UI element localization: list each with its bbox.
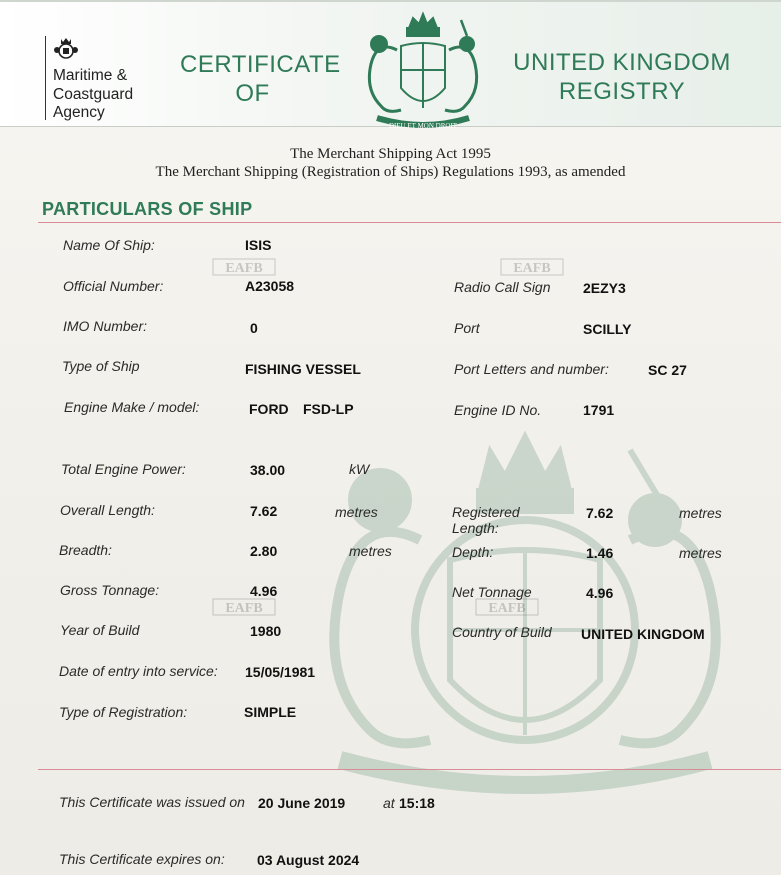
agency-line-3: Agency: [53, 104, 105, 121]
logo-divider: [45, 36, 46, 120]
certificate-title-line-2: OF: [235, 80, 270, 107]
issued-at-label: at: [383, 795, 395, 811]
watermark-stamp: [475, 598, 539, 616]
type-of-ship-value: FISHING VESSEL: [245, 361, 361, 377]
port-letters-value: SC 27: [648, 362, 687, 378]
engine-make-value: FORD: [249, 401, 289, 417]
issued-date: 20 June 2019: [258, 795, 346, 811]
type-of-ship-label: Type of Ship: [62, 358, 140, 374]
breadth-label: Breadth:: [59, 542, 112, 558]
royal-coat-of-arms-icon: [357, 10, 489, 134]
country-of-build-label: Country of Build: [452, 624, 552, 640]
total-engine-power-unit: kW: [349, 461, 370, 477]
depth-value: 1.46: [586, 545, 614, 561]
footer-rule: [38, 769, 781, 770]
watermark-stamp: [212, 598, 276, 616]
date-of-entry-label: Date of entry into service:: [59, 663, 218, 679]
breadth-value: 2.80: [250, 543, 278, 559]
certificate-header: [0, 0, 781, 130]
act-line-2: The Merchant Shipping (Registration of Ships) Regulations 1993, as amended: [155, 164, 626, 180]
stamp-text: EAFB: [488, 601, 526, 616]
date-of-entry-value: 15/05/1981: [245, 664, 316, 680]
section-title: PARTICULARS OF SHIP: [42, 199, 253, 219]
overall-length-value: 7.62: [250, 503, 278, 519]
gross-tonnage-value: 4.96: [250, 583, 278, 599]
official-number-value: A23058: [245, 278, 295, 294]
country-of-build-value: UNITED KINGDOM: [581, 626, 705, 642]
net-tonnage-value: 4.96: [586, 585, 614, 601]
gross-tonnage-label: Gross Tonnage:: [60, 582, 160, 598]
act-line-1: The Merchant Shipping Act 1995: [290, 146, 491, 162]
stamp-text: EAFB: [225, 601, 263, 616]
port-letters-label: Port Letters and number:: [454, 361, 609, 377]
stamp-text: EAFB: [225, 261, 263, 276]
certificate-title: [180, 50, 341, 108]
year-of-build-label: Year of Build: [60, 622, 140, 638]
official-number-label: Official Number:: [63, 278, 164, 294]
engine-model-value: FSD-LP: [303, 401, 354, 417]
engine-id-value: 1791: [583, 402, 615, 418]
watermark-stamp: [212, 258, 276, 276]
registered-length-value: 7.62: [586, 505, 614, 521]
breadth-unit: metres: [349, 543, 392, 559]
type-of-registration-label: Type of Registration:: [59, 704, 188, 720]
certificate-title-line-1: CERTIFICATE: [180, 51, 341, 78]
port-label: Port: [454, 320, 480, 336]
radio-call-sign-label: Radio Call Sign: [454, 279, 551, 295]
royal-crest-small-icon: [53, 36, 79, 60]
engine-make-label: Engine Make / model:: [64, 399, 200, 415]
expires-date: 03 August 2024: [257, 852, 360, 868]
name-of-ship-value: ISIS: [245, 237, 272, 253]
imo-number-label: IMO Number:: [63, 318, 148, 334]
watermark-stamp: [500, 258, 564, 276]
overall-length-label: Overall Length:: [60, 502, 155, 518]
registered-length-label-line-1: Registered: [452, 504, 520, 520]
registered-length-unit: metres: [679, 505, 722, 521]
net-tonnage-label: Net Tonnage: [452, 584, 532, 600]
agency-line-1: Maritime &: [53, 67, 128, 84]
mca-logo: [45, 36, 155, 122]
registered-length-label-line-2: Length:: [452, 520, 499, 536]
total-engine-power-value: 38.00: [250, 462, 286, 478]
depth-label: Depth:: [452, 544, 494, 560]
crest-motto-text: DIEU ET MON DROIT: [388, 122, 458, 130]
imo-number-value: 0: [250, 320, 258, 336]
registry-title-line-2: REGISTRY: [558, 78, 686, 105]
name-of-ship-label: Name Of Ship:: [63, 237, 155, 253]
year-of-build-value: 1980: [250, 623, 282, 639]
expires-label: This Certificate expires on:: [59, 851, 225, 867]
agency-line-2: Coastguard: [53, 86, 134, 103]
overall-length-unit: metres: [335, 504, 378, 520]
section-rule: [38, 222, 781, 223]
registry-title: [506, 48, 738, 106]
depth-unit: metres: [679, 545, 722, 561]
port-value: SCILLY: [583, 321, 632, 337]
type-of-registration-value: SIMPLE: [244, 704, 297, 720]
stamp-text: EAFB: [513, 261, 551, 276]
issued-time: 15:18: [399, 795, 435, 811]
issued-label: This Certificate was issued on: [59, 794, 245, 810]
engine-id-label: Engine ID No.: [454, 402, 542, 418]
total-engine-power-label: Total Engine Power:: [61, 461, 186, 477]
radio-call-sign-value: 2EZY3: [583, 280, 626, 296]
registry-title-line-1: UNITED KINGDOM: [513, 49, 731, 76]
